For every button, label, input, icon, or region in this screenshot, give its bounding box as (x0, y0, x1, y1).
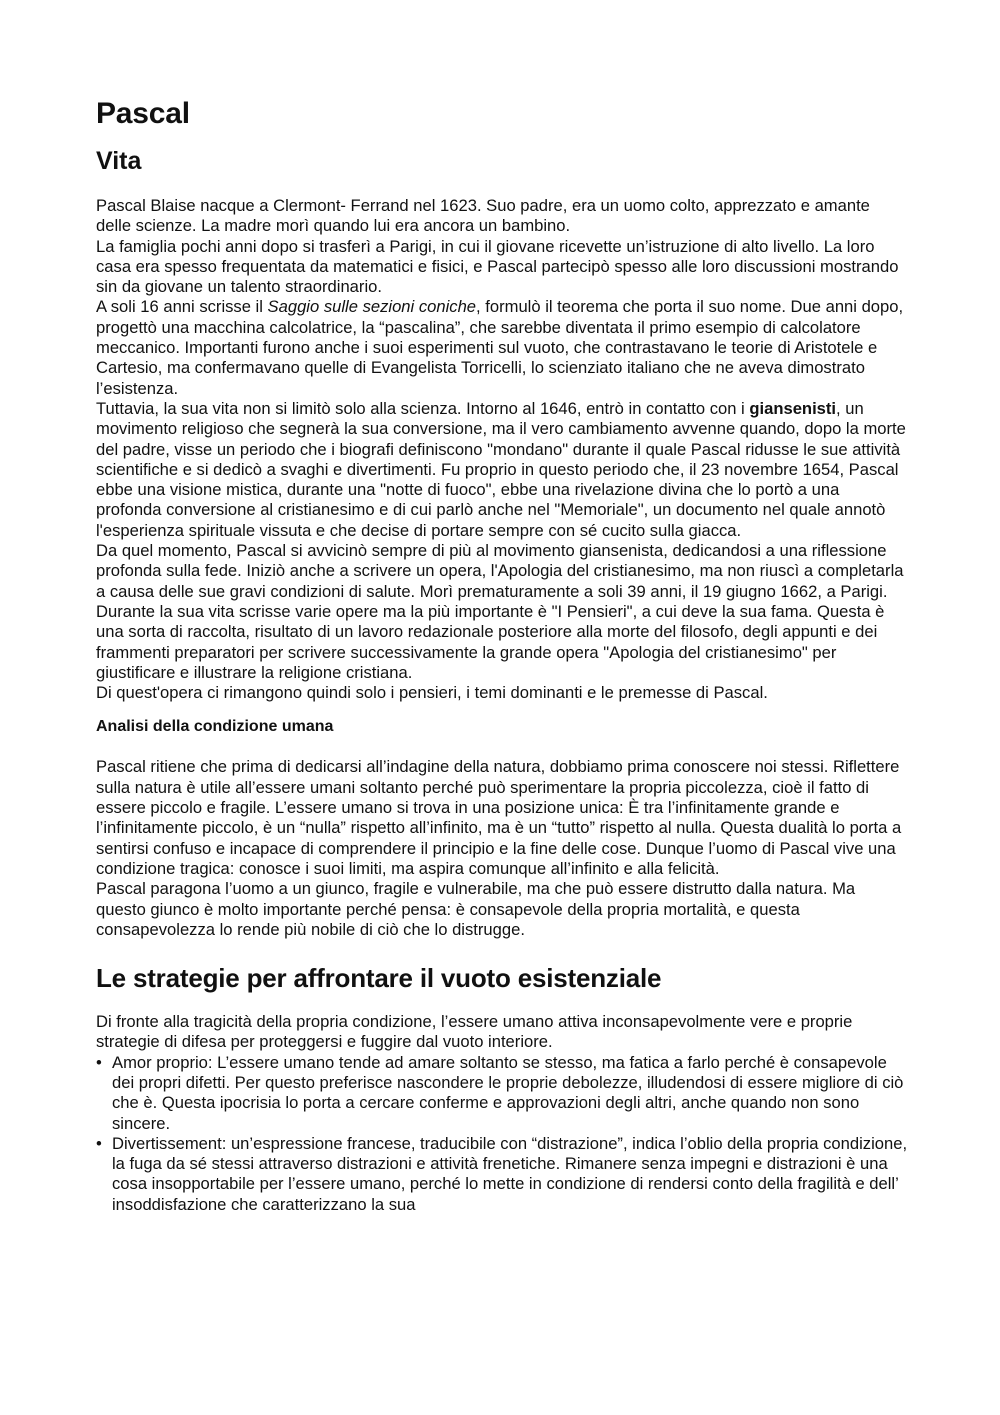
bold-term: giansenisti (749, 398, 837, 418)
bullet-icon: • (96, 1133, 102, 1153)
document-page (96, 96, 908, 1215)
text-span: A soli 16 anni scrisse il (96, 297, 268, 317)
paragraph (96, 399, 908, 541)
book-title-italic: Saggio sulle sezioni coniche (267, 297, 477, 317)
text-span: , un movimento religioso che segnerà la sua conversione, ma il vero cambiamento avvenne quando, dopo la morte del padre, visse un periodo che i biografi definiscono "mondano" durante il quale Pascal ridusse le sue attività scientifiche e si dedicò a svaghi e divertimenti. Fu proprio in questo periodo che, il 23 novembre 1654, Pascal ebbe una visione mistica, durante una "notte di fuoco", ebbe una rivelazione divina che lo portò a una profonda conversione al cristianesimo e di cui parlò anche nel "Memoriale", un documento nel quale annotò l'esperienza spirituale vissuta e che decise di portare sempre con sé cucito sulla giacca. (96, 398, 906, 540)
document-title: Pascal (96, 97, 190, 130)
bullet-icon: • (96, 1052, 102, 1072)
text-span: Tuttavia, la sua vita non si limitò solo alla scienza. Intorno al 1646, entrò in contatto con i (96, 398, 750, 418)
paragraph: Durante la sua vita scrisse varie opere ma la più importante è "I Pensieri", a cui deve la sua fama. Questa è una sorta di raccolta, risultato di un lavoro redazionale posteriore alla morte del filosofo, degli appunti e dei frammenti preparatori per scrivere successivamente la grande opera "Apologia del cristianesimo" per giustificare e illustrare la religione cristiana. (96, 601, 885, 682)
subheading-analisi: Analisi della condizione umana (96, 718, 334, 736)
paragraph: La famiglia pochi anni dopo si trasferì a Parigi, in cui il giovane ricevette un’istruzione di alto livello. La loro casa era spesso frequentata da matematici e fisici, e Pascal partecipò spesso alle loro discussioni mostrando sin da giovane un talento straordinario. (96, 236, 899, 297)
paragraph: Pascal Blaise nacque a Clermont- Ferrand nel 1623. Suo padre, era un uomo colto, apprezzato e amante delle scienze. La madre morì quando lui era ancora un bambino. (96, 196, 870, 236)
list-item (96, 1134, 908, 1215)
list-item-text: Amor proprio: L’essere umano tende ad amare soltanto se stesso, ma fatica a farlo perché è consapevole dei propri difetti. Per questo preferisce nascondere le proprie debolezze, illudendosi di essere migliore di ciò che è. Questa ipocrisia lo porta a cercare conferme e approvazioni degli altri, anche quando non sono sincere. (112, 1052, 904, 1133)
section-heading-strategie: Le strategie per affrontare il vuoto esistenziale (96, 963, 662, 994)
paragraph: Di quest'opera ci rimangono quindi solo i pensieri, i temi dominanti e le premesse di Pascal. (96, 683, 768, 703)
paragraph (96, 297, 908, 398)
section-heading-vita: Vita (96, 147, 142, 175)
text-span: , formulò il teorema che porta il suo nome. Due anni dopo, progettò una macchina calcolatrice, la “pascalina”, che sarebbe diventata il primo esempio di calcolatore meccanico. Importanti furono anche i suoi esperimenti sul vuoto, che contrastavano le teorie di Aristotele e Cartesio, ma confermavano quelle di Evangelista Torricelli, lo scienziato italiano che ne aveva dimostrato l’esistenza. (96, 297, 904, 398)
paragraph: Pascal ritiene che prima di dedicarsi all’indagine della natura, dobbiamo prima conoscere noi stessi. Riflettere sulla natura è utile all’essere umani soltanto perché può sperimentare la propria piccolezza, cioè il fatto di essere piccolo e fragile. L’essere umano si trova in una posizione unica: È tra l’infinitamente grande e l’infinitamente piccolo, è un “nulla” rispetto all’infinito, ma è un “tutto” rispetto al nulla. Questa dualità lo porta a sentirsi confuso e incapace di comprendere il principio e la fine delle cose. Dunque l’uomo di Pascal vive una condizione tragica: conosce i suoi limiti, ma aspira comunque all’infinito e alla felicità. (96, 757, 902, 878)
paragraph: Di fronte alla tragicità della propria condizione, l’essere umano attiva inconsapevolmente vere e proprie strategie di difesa per proteggersi e fuggire dal vuoto interiore. (96, 1012, 853, 1052)
strategy-list (96, 1053, 908, 1215)
paragraph: Da quel momento, Pascal si avvicinò sempre di più al movimento giansenista, dedicandosi a una riflessione profonda sulla fede. Iniziò anche a scrivere un opera, l'Apologia del cristianesimo, ma non riuscì a completarla a causa delle sue gravi condizioni di salute. Morì prematuramente a soli 39 anni, il 19 giugno 1662, a Parigi. (96, 541, 904, 601)
list-item-text: Divertissement: un’espressione francese, traducibile con “distrazione”, indica l’oblio della propria condizione, la fuga da sé stessi attraverso distrazioni e attività frenetiche. Rimanere senza impegni e distrazioni è una cosa insopportabile per l’essere umano, perché lo mette in condizione di rendersi conto della fragilità e dell’ insoddisfazione che caratterizzano la sua (112, 1133, 908, 1214)
list-item (96, 1053, 908, 1134)
paragraph: Pascal paragona l’uomo a un giunco, fragile e vulnerabile, ma che può essere distrutto dalla natura. Ma questo giunco è molto importante perché pensa: è consapevole della propria mortalità, e questa consapevolezza lo rende più nobile di ciò che lo distrugge. (96, 879, 856, 939)
